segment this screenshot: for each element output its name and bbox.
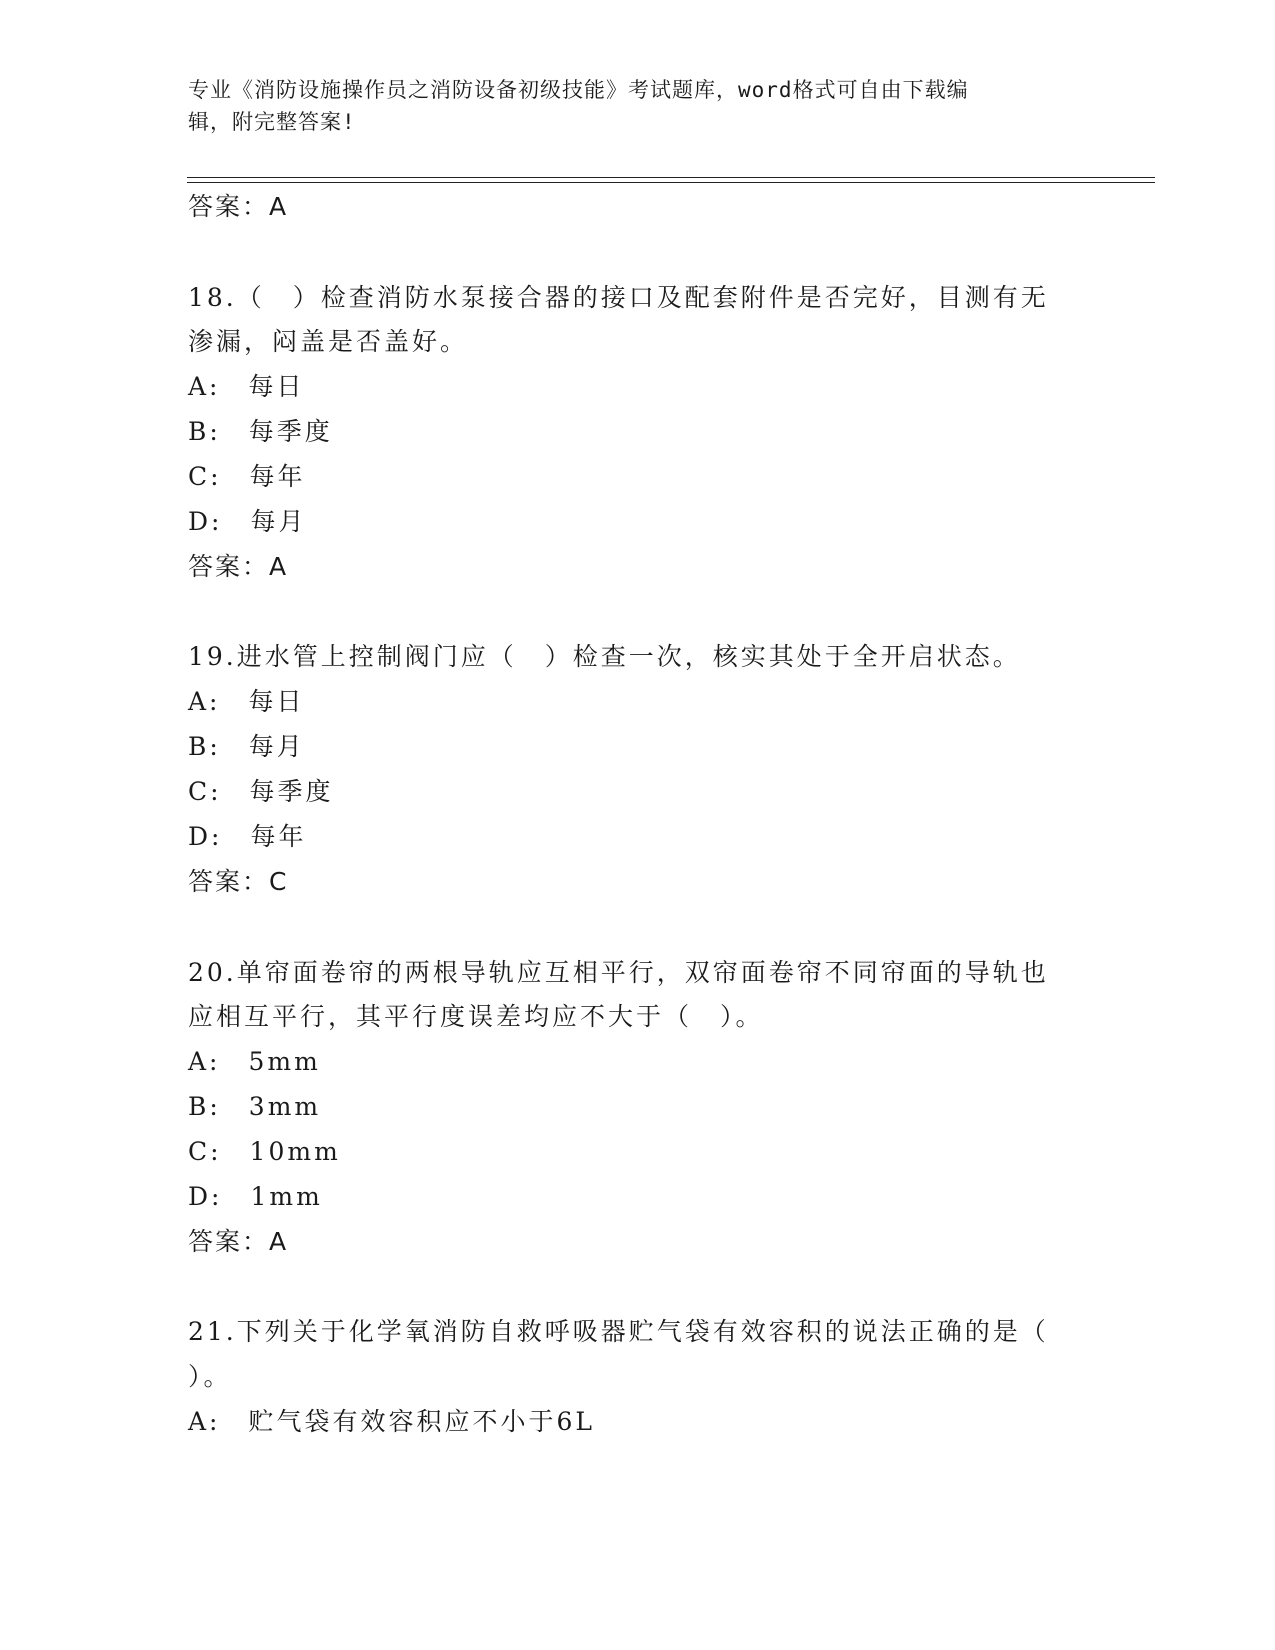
header-divider-bottom (187, 182, 1155, 183)
question-18-option-d: D: 每月 (188, 507, 307, 536)
question-18-stem-line-1: 18.（ ）检查消防水泵接合器的接口及配套附件是否完好，目测有无 (188, 283, 1049, 312)
question-18-option-b: B: 每季度 (188, 417, 333, 446)
document-header (188, 74, 1068, 138)
question-19-option-b: B: 每月 (188, 732, 305, 761)
question-20-option-d: D: 1mm (188, 1182, 323, 1211)
question-20-answer: 答案：A (188, 1227, 289, 1256)
header-line-2: 辑，附完整答案! (188, 110, 356, 134)
question-19-answer: 答案：C (188, 867, 289, 896)
question-21-option-a: A: 贮气袋有效容积应不小于6L (188, 1407, 595, 1436)
question-19-option-c: C: 每季度 (188, 777, 334, 806)
question-20-option-a: A: 5mm (188, 1047, 321, 1076)
question-20-stem-line-1: 20.单帘面卷帘的两根导轨应互相平行，双帘面卷帘不同帘面的导轨也 (188, 958, 1049, 987)
question-18-answer: 答案：A (188, 552, 289, 581)
question-19-stem-line-1: 19.进水管上控制阀门应（ ）检查一次，核实其处于全开启状态。 (188, 642, 1021, 671)
question-18-option-a: A: 每日 (188, 372, 305, 401)
header-line-1: 专业《消防设施操作员之消防设备初级技能》考试题库，word格式可自由下载编 (188, 78, 969, 102)
question-18-stem-line-2: 渗漏，闷盖是否盖好。 (188, 327, 469, 356)
question-20-option-b: B: 3mm (188, 1092, 322, 1121)
question-20-stem-line-2: 应相互平行，其平行度误差均应不大于（ ）。 (188, 1002, 764, 1031)
question-20-option-c: C: 10mm (188, 1137, 341, 1166)
question-21-stem-line-2: ）。 (188, 1362, 232, 1391)
question-19-option-d: D: 每年 (188, 822, 307, 851)
previous-answer: 答案：A (188, 192, 289, 221)
header-divider-top (187, 177, 1155, 178)
question-21-stem-line-1: 21.下列关于化学氧消防自救呼吸器贮气袋有效容积的说法正确的是（ (188, 1317, 1049, 1346)
question-19-option-a: A: 每日 (188, 687, 305, 716)
question-18-option-c: C: 每年 (188, 462, 306, 491)
